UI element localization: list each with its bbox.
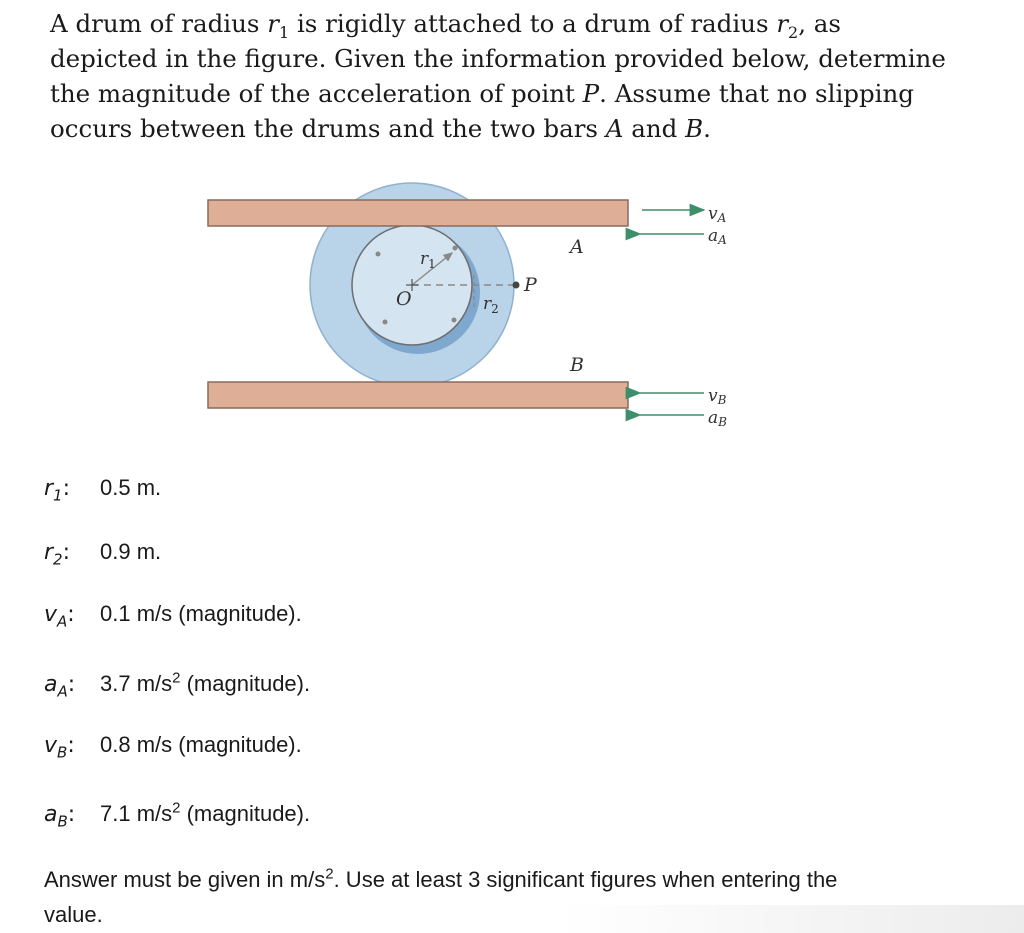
bar-b bbox=[208, 382, 628, 408]
label-r1: $r_1$ bbox=[420, 249, 436, 271]
label-aa: aA bbox=[708, 226, 727, 247]
problem-line-2: depicted in the figure. Given the information provided below, determine bbox=[50, 44, 946, 73]
bolt-dot bbox=[376, 252, 381, 257]
given-symbol: $a_B$: bbox=[44, 802, 76, 831]
given-value: 0.9 m. bbox=[100, 539, 162, 564]
label-vb: vB bbox=[708, 386, 727, 407]
given-value: 3.7 m/s bbox=[100, 671, 173, 696]
label-ab: aB bbox=[708, 408, 727, 429]
given-va bbox=[44, 594, 302, 634]
given-symbol: $v_B$: bbox=[44, 733, 75, 762]
given-vb bbox=[44, 725, 302, 765]
given-r1 bbox=[44, 468, 161, 508]
label-a: A bbox=[570, 236, 584, 258]
label-b: B bbox=[570, 354, 584, 376]
problem-line-1: A drum of radius $r_1$ is rigidly attached to a drum of radius $r_2$, as bbox=[50, 9, 841, 42]
problem-line-3: the magnitude of the acceleration of point P. Assume that no slipping bbox=[50, 79, 914, 108]
given-value: 0.1 m/s (magnitude). bbox=[100, 601, 302, 626]
given-symbol: $v_A$: bbox=[44, 602, 75, 631]
drum-diagram bbox=[200, 175, 760, 440]
given-r2 bbox=[44, 532, 161, 572]
bolt-dot bbox=[453, 246, 458, 251]
problem-statement bbox=[50, 6, 970, 146]
bottom-fade bbox=[560, 905, 1024, 933]
given-ab: $a_B$: 7.1 $m/s^2$ (magnitude). bbox=[44, 794, 310, 834]
given-value: 7.1 m/s bbox=[100, 801, 173, 826]
bolt-dot bbox=[452, 318, 457, 323]
answer-line-2: value. bbox=[44, 902, 103, 927]
given-value: 0.5 m. bbox=[100, 475, 162, 500]
given-aa: $a_A$: 3.7 $m/s^2$ (magnitude). bbox=[44, 664, 310, 704]
answer-line-1: Answer must be given in $m/s^2$. Use at least 3 significant figures when entering the bbox=[44, 865, 838, 892]
label-p: P bbox=[524, 274, 537, 296]
given-symbol: $r_1$: bbox=[44, 476, 71, 505]
given-value: 0.8 m/s (magnitude). bbox=[100, 732, 302, 757]
bar-a bbox=[208, 200, 628, 226]
label-r2: $r_2$ bbox=[483, 294, 499, 316]
given-symbol: $a_A$: bbox=[44, 672, 76, 701]
given-symbol: $r_2$: bbox=[44, 540, 71, 569]
label-va: vA bbox=[708, 204, 727, 225]
problem-line-4: occurs between the drums and the two bars A and B. bbox=[50, 114, 711, 143]
label-o: O bbox=[396, 288, 412, 310]
bolt-dot bbox=[383, 320, 388, 325]
point-p-dot bbox=[513, 282, 520, 289]
drum-figure bbox=[200, 175, 760, 440]
